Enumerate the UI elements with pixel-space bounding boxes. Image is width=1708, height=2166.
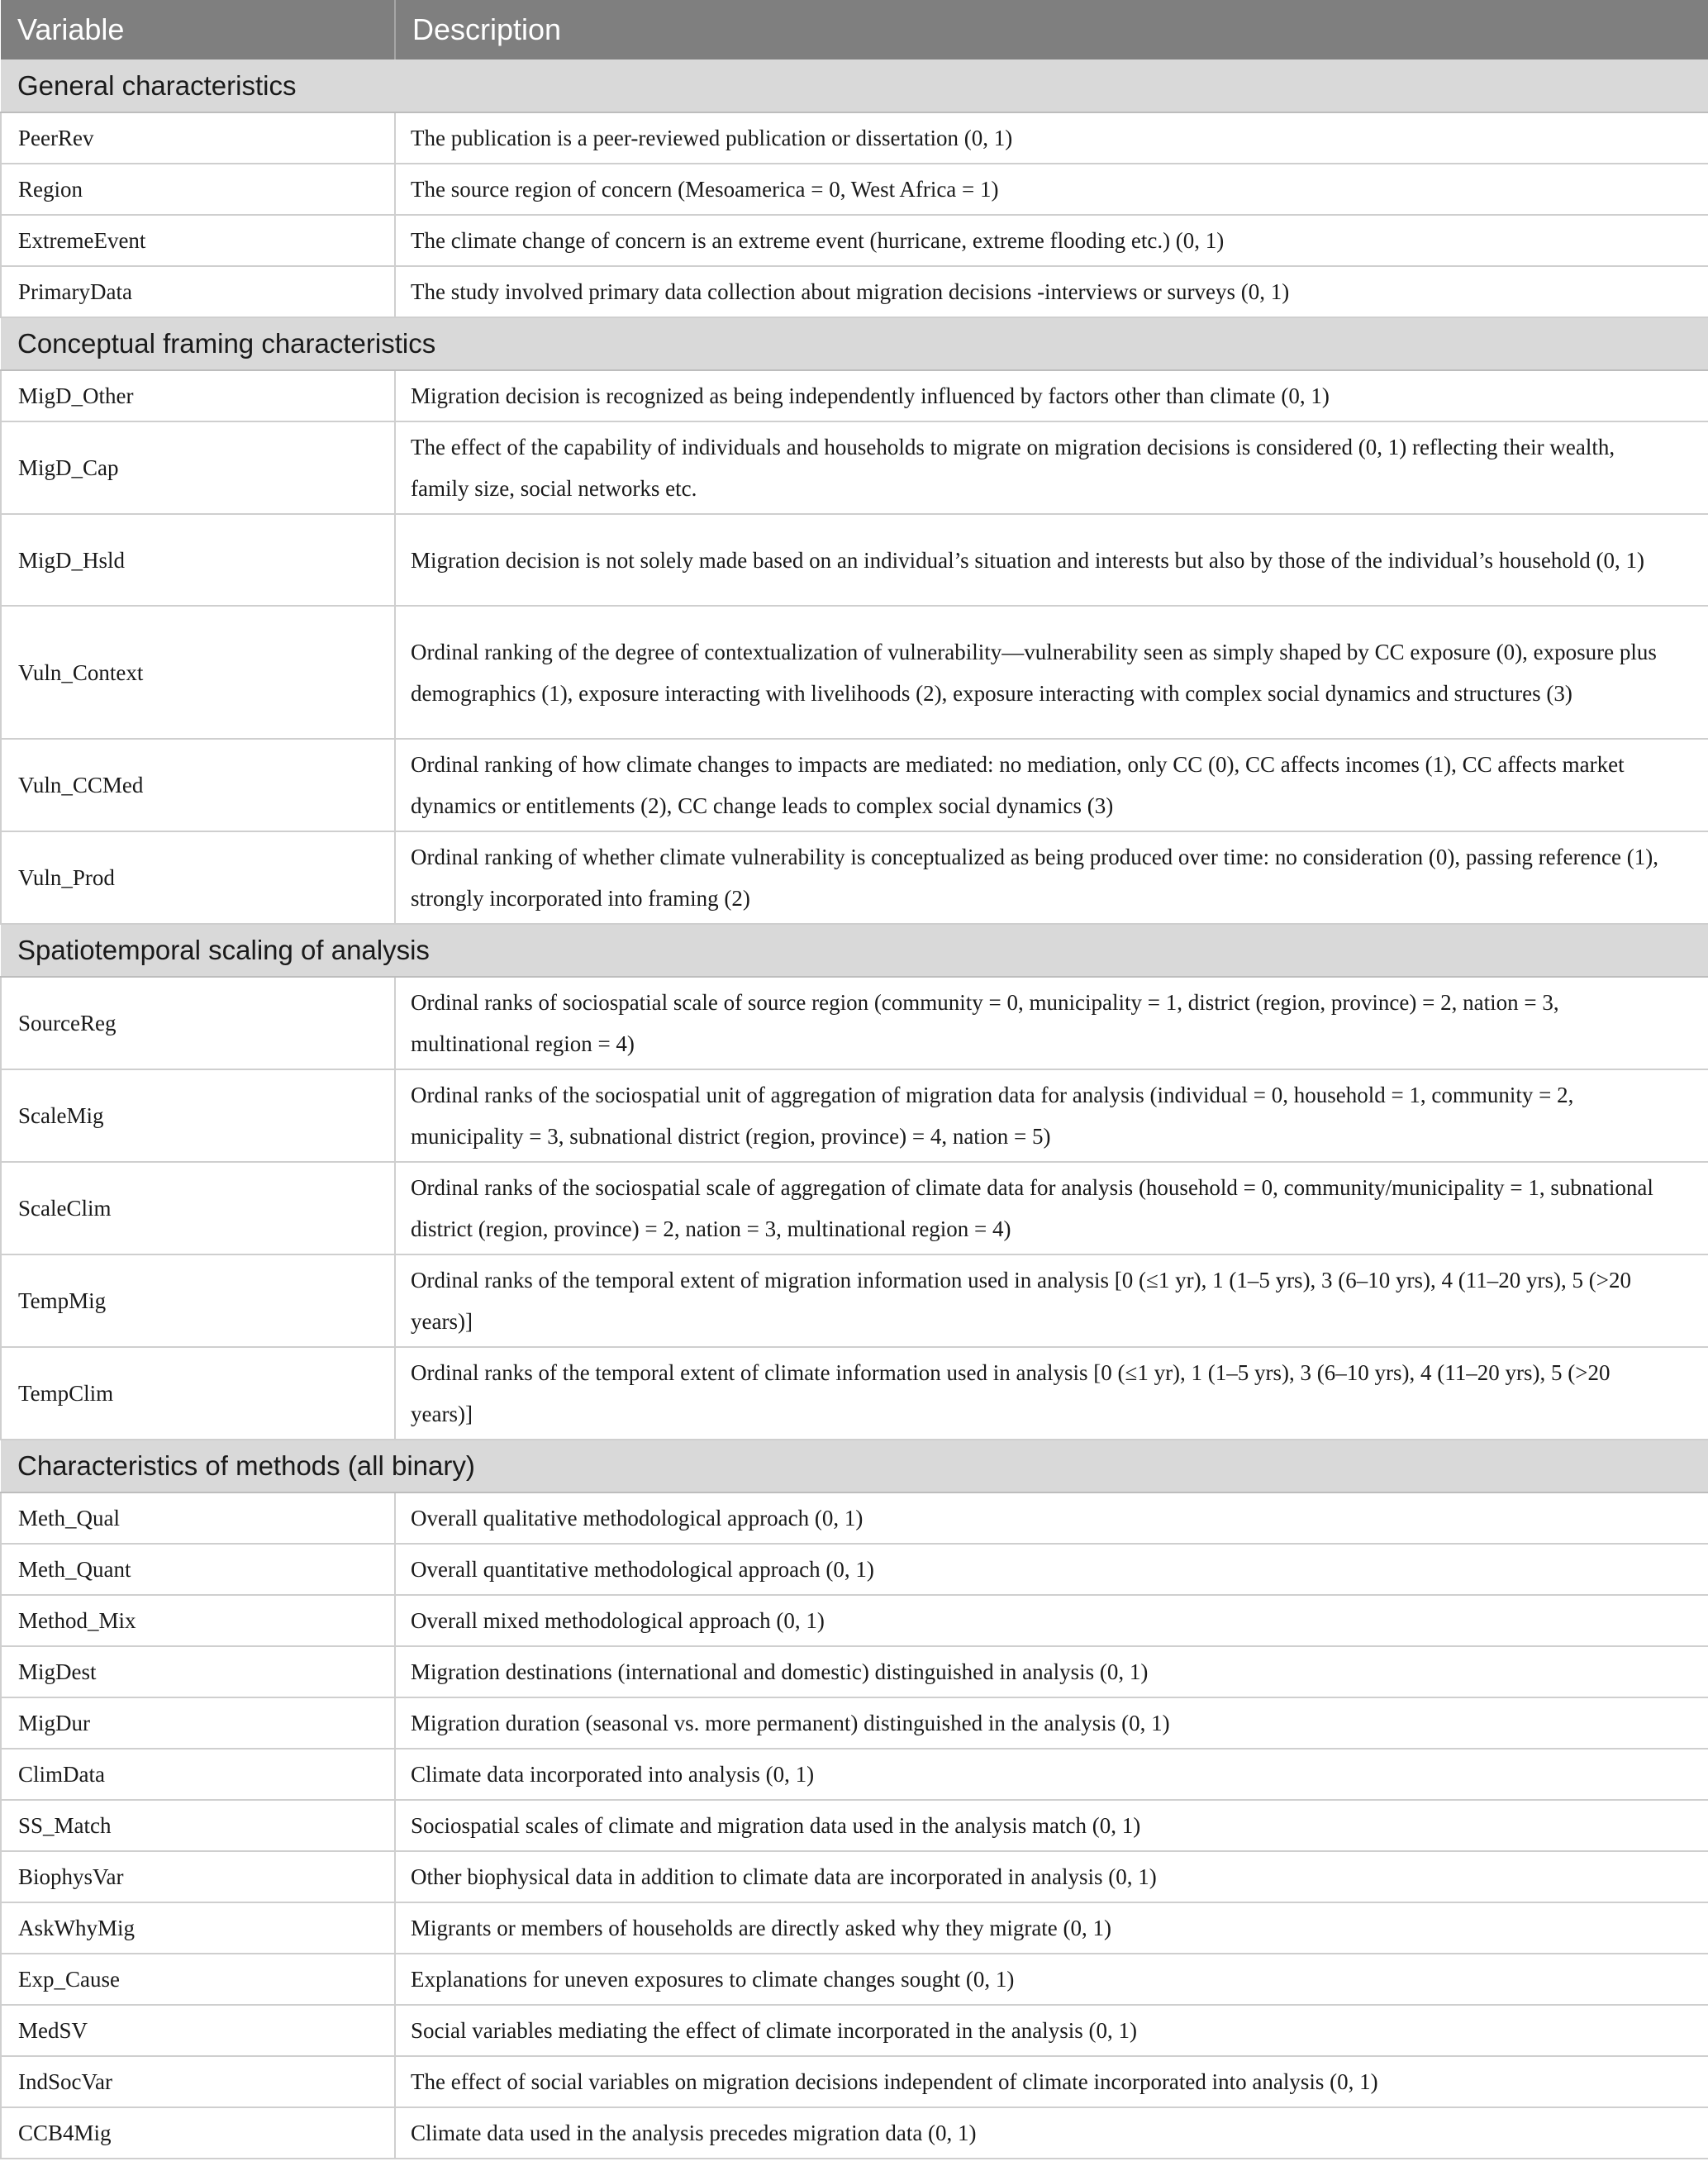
variable-cell: MedSV [1, 2005, 395, 2056]
table-row [1, 1902, 1708, 1954]
variable-cell: AskWhyMig [1, 1902, 395, 1954]
table-row [1, 1595, 1708, 1646]
table-row [1, 1851, 1708, 1902]
variable-cell: BiophysVar [1, 1851, 395, 1902]
variable-cell: IndSocVar [1, 2056, 395, 2107]
table-row [1, 606, 1708, 739]
description-cell: Social variables mediating the effect of climate incorporated in the analysis (0, 1) [395, 2005, 1708, 2056]
table-row [1, 977, 1708, 1069]
variable-cell: SourceReg [1, 977, 395, 1069]
table-row [1, 1646, 1708, 1697]
table-row [1, 1162, 1708, 1254]
description-cell: Migration duration (seasonal vs. more permanent) distinguished in the analysis (0, 1) [395, 1697, 1708, 1749]
variable-cell: SS_Match [1, 1800, 395, 1851]
section-title: Characteristics of methods (all binary) [1, 1440, 1708, 1492]
description-cell: Ordinal ranks of the sociospatial unit of aggregation of migration data for analysis (individual = 0, household = 1, community = 2, municipality = 3, subnational district (region, province) = 4, nation = 5) [395, 1069, 1708, 1162]
variable-cell: MigD_Other [1, 370, 395, 421]
description-cell: Sociospatial scales of climate and migration data used in the analysis match (0, 1) [395, 1800, 1708, 1851]
variable-cell: PrimaryData [1, 266, 395, 317]
description-cell: The source region of concern (Mesoamerica = 0, West Africa = 1) [395, 164, 1708, 215]
table-row [1, 1800, 1708, 1851]
variable-cell: ClimData [1, 1749, 395, 1800]
description-cell: Ordinal ranks of the temporal extent of climate information used in analysis [0 (≤1 yr), 1 (1–5 yrs), 3 (6–10 yrs), 4 (11–20 yrs), 5 (>20 years)] [395, 1347, 1708, 1440]
description-cell: Overall quantitative methodological approach (0, 1) [395, 1544, 1708, 1595]
variable-cell: Meth_Qual [1, 1492, 395, 1544]
variable-cell: Region [1, 164, 395, 215]
variable-cell: TempClim [1, 1347, 395, 1440]
section-header-row [1, 924, 1708, 977]
table-header-row [1, 0, 1708, 60]
table-row [1, 421, 1708, 514]
variable-cell: MigD_Cap [1, 421, 395, 514]
table-row [1, 1697, 1708, 1749]
table-body [1, 60, 1708, 2159]
variable-cell: ScaleClim [1, 1162, 395, 1254]
variable-cell: MigDest [1, 1646, 395, 1697]
variable-cell: ExtremeEvent [1, 215, 395, 266]
table-row [1, 215, 1708, 266]
description-cell: Migration decision is recognized as being independently influenced by factors other than climate (0, 1) [395, 370, 1708, 421]
description-cell: Ordinal ranks of the temporal extent of migration information used in analysis [0 (≤1 yr), 1 (1–5 yrs), 3 (6–10 yrs), 4 (11–20 yrs), 5 (>20 years)] [395, 1254, 1708, 1347]
variable-cell: Vuln_Prod [1, 831, 395, 924]
description-cell: Migrants or members of households are directly asked why they migrate (0, 1) [395, 1902, 1708, 1954]
description-cell: Overall qualitative methodological approach (0, 1) [395, 1492, 1708, 1544]
variable-cell: CCB4Mig [1, 2107, 395, 2159]
variable-cell: ScaleMig [1, 1069, 395, 1162]
variable-cell: Vuln_Context [1, 606, 395, 739]
table-row [1, 1544, 1708, 1595]
table-row [1, 831, 1708, 924]
description-cell: Ordinal ranks of sociospatial scale of source region (community = 0, municipality = 1, district (region, province) = 2, nation = 3, multinational region = 4) [395, 977, 1708, 1069]
description-cell: The climate change of concern is an extreme event (hurricane, extreme flooding etc.) (0, 1) [395, 215, 1708, 266]
column-header-description: Description [395, 0, 1708, 60]
table-row [1, 1069, 1708, 1162]
section-title: Spatiotemporal scaling of analysis [1, 924, 1708, 977]
description-cell: The publication is a peer-reviewed publication or dissertation (0, 1) [395, 112, 1708, 164]
description-cell: Explanations for uneven exposures to climate changes sought (0, 1) [395, 1954, 1708, 2005]
section-header-row [1, 60, 1708, 112]
variable-cell: MigDur [1, 1697, 395, 1749]
section-header-row [1, 317, 1708, 370]
description-cell: The effect of social variables on migration decisions independent of climate incorporated into analysis (0, 1) [395, 2056, 1708, 2107]
variable-cell: MigD_Hsld [1, 514, 395, 606]
section-title: General characteristics [1, 60, 1708, 112]
description-cell: Migration destinations (international and domestic) distinguished in analysis (0, 1) [395, 1646, 1708, 1697]
description-cell: Other biophysical data in addition to climate data are incorporated in analysis (0, 1) [395, 1851, 1708, 1902]
column-header-variable: Variable [1, 0, 395, 60]
description-cell: Overall mixed methodological approach (0, 1) [395, 1595, 1708, 1646]
table-row [1, 2056, 1708, 2107]
description-cell: Ordinal ranks of the sociospatial scale of aggregation of climate data for analysis (household = 0, community/municipality = 1, subnational district (region, province) = 2, nation = 3, multinational region = 4) [395, 1162, 1708, 1254]
description-cell: Ordinal ranking of how climate changes to impacts are mediated: no mediation, only CC (0), CC affects incomes (1), CC affects market dynamics or entitlements (2), CC change leads to complex social dynamics (3) [395, 739, 1708, 831]
section-title: Conceptual framing characteristics [1, 317, 1708, 370]
variable-cell: Vuln_CCMed [1, 739, 395, 831]
table-row [1, 1954, 1708, 2005]
description-cell: Migration decision is not solely made based on an individual’s situation and interests but also by those of the individual’s household (0, 1) [395, 514, 1708, 606]
description-cell: The study involved primary data collection about migration decisions -interviews or surveys (0, 1) [395, 266, 1708, 317]
table-row [1, 1347, 1708, 1440]
table-row [1, 2107, 1708, 2159]
description-cell: Ordinal ranking of whether climate vulnerability is conceptualized as being produced over time: no consideration (0), passing reference (1), strongly incorporated into framing (2) [395, 831, 1708, 924]
table-row [1, 1254, 1708, 1347]
variable-cell: Method_Mix [1, 1595, 395, 1646]
variable-cell: Meth_Quant [1, 1544, 395, 1595]
description-cell: Climate data incorporated into analysis (0, 1) [395, 1749, 1708, 1800]
table-row [1, 370, 1708, 421]
table-row [1, 112, 1708, 164]
table-row [1, 164, 1708, 215]
table-row [1, 1749, 1708, 1800]
table-row [1, 514, 1708, 606]
table-row [1, 266, 1708, 317]
table-row [1, 739, 1708, 831]
section-header-row [1, 1440, 1708, 1492]
variable-cell: Exp_Cause [1, 1954, 395, 2005]
table-row [1, 1492, 1708, 1544]
table-row [1, 2005, 1708, 2056]
description-cell: The effect of the capability of individuals and households to migrate on migration decisions is considered (0, 1) reflecting their wealth, family size, social networks etc. [395, 421, 1708, 514]
description-cell: Climate data used in the analysis precedes migration data (0, 1) [395, 2107, 1708, 2159]
variable-cell: PeerRev [1, 112, 395, 164]
description-cell: Ordinal ranking of the degree of contextualization of vulnerability—vulnerability seen as simply shaped by CC exposure (0), exposure plus demographics (1), exposure interacting with livelihoods (2), exposure interacting with complex social dynamics and structures (3) [395, 606, 1708, 739]
variable-cell: TempMig [1, 1254, 395, 1347]
